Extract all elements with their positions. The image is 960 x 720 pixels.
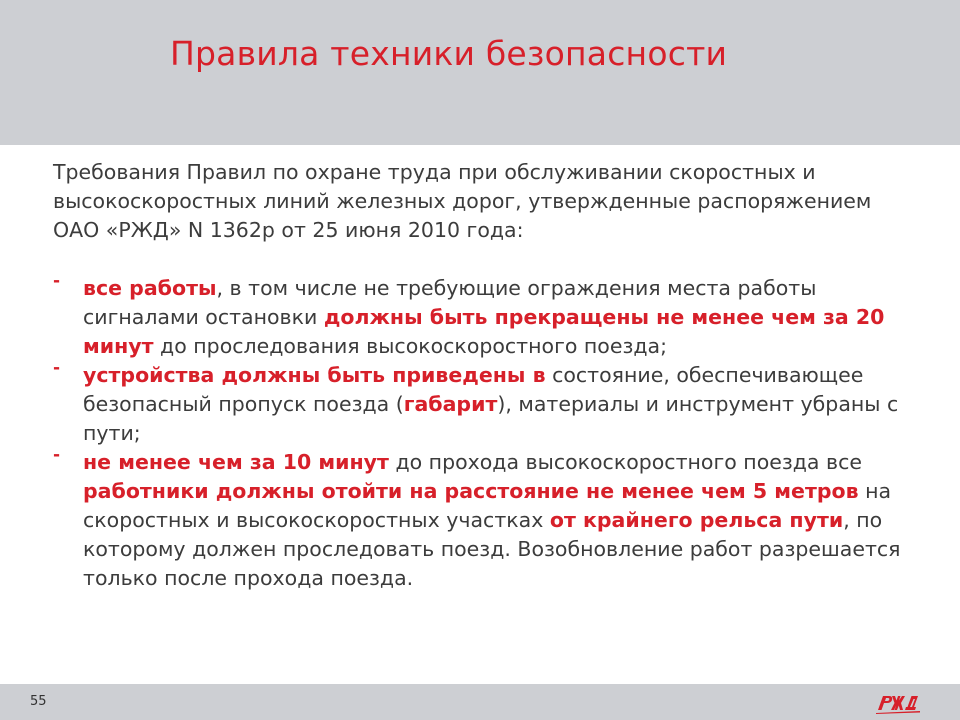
highlighted-text: не менее чем за 10 минут xyxy=(83,450,389,474)
highlighted-text: устройства должны быть приведены в xyxy=(83,363,546,387)
highlighted-text: габарит xyxy=(403,392,498,416)
footer-bar xyxy=(0,684,960,720)
rzd-logo-icon xyxy=(876,690,920,714)
page-number: 55 xyxy=(30,694,47,709)
bullet-dash: - xyxy=(53,358,61,378)
highlighted-text: от крайнего рельса пути xyxy=(549,508,844,532)
body-text: , в том числе не требующие ограждения места работы сигналами остановки xyxy=(83,276,817,329)
header-bar xyxy=(0,0,960,145)
list-item xyxy=(53,445,923,593)
slide-title: Правила техники безопасности xyxy=(170,34,728,73)
body-text: на скоростных и высокоскоростных участках xyxy=(83,479,892,532)
highlighted-text: все работы xyxy=(83,276,217,300)
highlighted-text: должны быть прекращены не менее чем за 20 минут xyxy=(83,305,885,358)
list-item xyxy=(53,271,923,361)
highlighted-text: работники должны отойти на расстояние не менее чем 5 метров xyxy=(83,479,859,503)
requirements-list xyxy=(53,271,923,593)
intro-paragraph: Требования Правил по охране труда при обслуживании скоростных и высокоскоростных линий железных дорог, утвержденные распоряжением ОАО «РЖД» N 1362р от 25 июня 2010 года: xyxy=(53,160,872,242)
body-text: до проследования высокоскоростного поезда; xyxy=(153,334,668,358)
bullet-dash: - xyxy=(53,445,61,465)
body-text: ), материалы и инструмент убраны с пути; xyxy=(83,392,899,445)
body-text: состояние, обеспечивающее безопасный пропуск поезда ( xyxy=(83,363,864,416)
list-item xyxy=(53,358,923,448)
body-text: до прохода высокоскоростного поезда все xyxy=(388,450,862,474)
bullet-dash: - xyxy=(53,271,61,291)
body-text: , по которому должен проследовать поезд. Возобновление работ разрешается только после прохода поезда. xyxy=(83,508,901,590)
slide-body xyxy=(53,158,923,593)
